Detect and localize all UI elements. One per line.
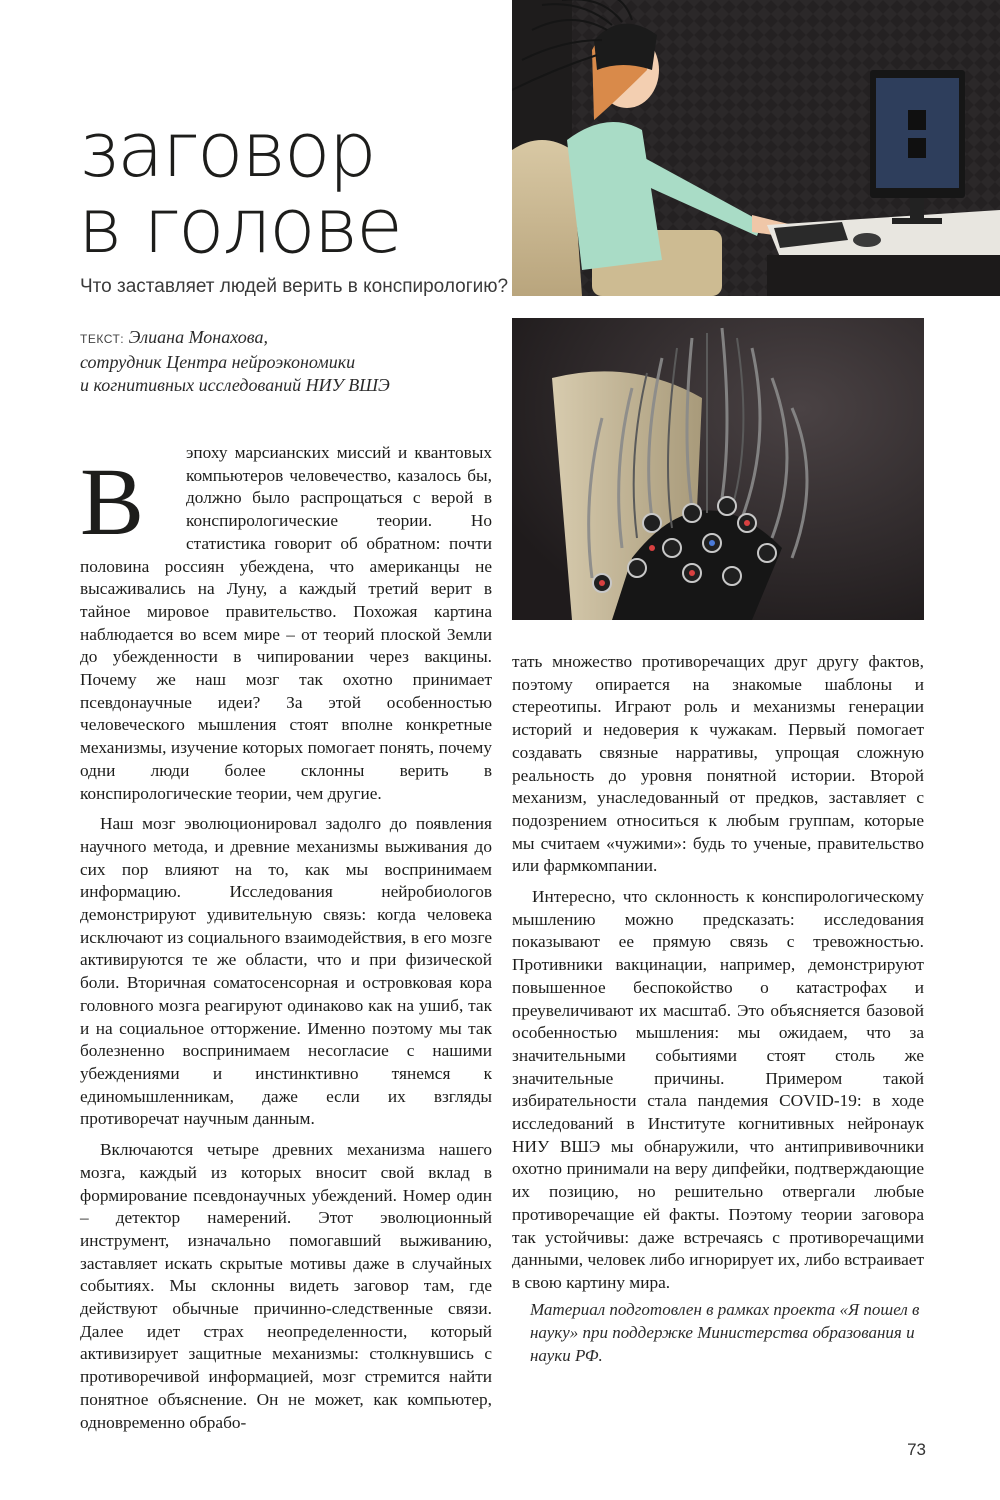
title-line-2: в голове: [78, 181, 401, 270]
article-column-right: [512, 651, 924, 1295]
article-column-left: [80, 442, 492, 1434]
eeg-cap-electrodes-photo: [512, 318, 924, 620]
article-paragraph-3-continued: тать множество противоречащих друг другу фактов, поэтому опирается на знакомые шаблоны и стереотипы. Играют роль и механизмы генерации историй и недоверия к чужакам. Первый помогает создавать связные нарративы, упрощая сложную реальность до уровня понятной истории. Второй механизм, унаследованный от предков, заставляет с подозрением относиться к любым группам, которые мы считаем «чужими»: будь то ученые, правительство или фармкомпании.: [512, 652, 924, 876]
article-subtitle: Что заставляет людей верить в конспирологию?: [80, 276, 509, 297]
eeg-lab-photo: [512, 0, 1000, 296]
article-paragraph-1: эпоху марсианских миссий и квантовых компьютеров человечество, казалось бы, должно было распрощаться с верой в конспирологические теории. Но статистика говорит об обратном: почти половина россиян убеждена, что американцы не высаживались на Луну, а каждый третий верит в тайное мировое правительство. Похожая картина наблюдается во всем мире – от теорий плоской Земли до убежденности в чипировании через вакцины. Почему же наш мозг так охотно принимает псевдонаучные идеи? За этой особенностью человеческого мышления стоят вполне конкретные механизмы, изучение которых помогает понять, почему одни люди более склонны верить в конспирологические теории, чем другие.: [80, 443, 492, 803]
byline: [80, 326, 500, 397]
article-paragraph-3: Включаются четыре древних механизма нашего мозга, каждый из которых вносит свой вклад в формирование псевдонаучных убеждений. Номер один – детектор намерений. Этот эволюционный инструмент, изначально помогавший выживанию, заставляет искать скрытые мотивы даже в случайных событиях. Мы склонны видеть заговор там, где действуют обычные причинно-следственные связи. Далее идет страх неопределенности, который активизирует защитные механизмы: столкнувшись с противоречивой информацией, мозг стремится найти понятное объяснение. Он не может, как компьютер, одновременно обрабо-: [80, 1140, 492, 1432]
byline-role: сотрудник Центра нейроэкономики: [80, 352, 356, 372]
article-paragraph-4: Интересно, что склонность к конспирологическому мышлению можно предсказать: исследования показывают ее прямую связь с тревожностью. Противники вакцинации, например, демонстрируют повышенное беспокойство о катастрофах и преувеличивают их масштаб. Это объясняется базовой особенностью мышления: мы ожидаем, что за значительными событиями стоят столь же значительные причины. Примером такой избирательности стала пандемия COVID-19: в ходе исследований в Институте когнитивных нейронаук НИУ ВШЭ мы обнаружили, что антипрививочники охотно принимали на веру дипфейки, подтверждающие их позицию, но решительно отвергали любые противоречащие ей факты. Поэтому теории заговора так устойчивы: даже встречаясь с противоречащими данными, человек либо игнорирует их, либо встраивает в свою картину мира.: [512, 887, 924, 1292]
project-footnote: Материал подготовлен в рамках проекта «Я пошел в науку» при поддержке Министерства образования и науки РФ.: [530, 1300, 920, 1365]
dropcap: В: [80, 448, 145, 555]
article-title: [78, 105, 508, 270]
byline-org: и когнитивных исследований НИУ ВШЭ: [80, 375, 390, 395]
page-number: 73: [907, 1440, 926, 1459]
byline-author: Элиана Монахова,: [128, 327, 268, 347]
article-paragraph-2: Наш мозг эволюционировал задолго до появления научного метода, и древние механизмы выживания до сих пор влияют на то, как мы воспринимаем информацию. Исследования нейробиологов демонстрируют удивительную связь: когда человека исключают из социального взаимодействия, в его мозге активируются те же области, что и при физической боли. Вторичная соматосенсорная и островковая кора головного мозга реагируют одинаково как на ушиб, так и на социальное отторжение. Именно поэтому мы так болезненно воспринимаем несогласие с нашими убеждениями и инстинктивно тянемся к единомышленникам, даже если их взгляды противоречат научным данным.: [80, 814, 492, 1129]
byline-label: ТЕКСТ:: [80, 332, 125, 346]
title-line-1: заговор: [78, 105, 375, 194]
